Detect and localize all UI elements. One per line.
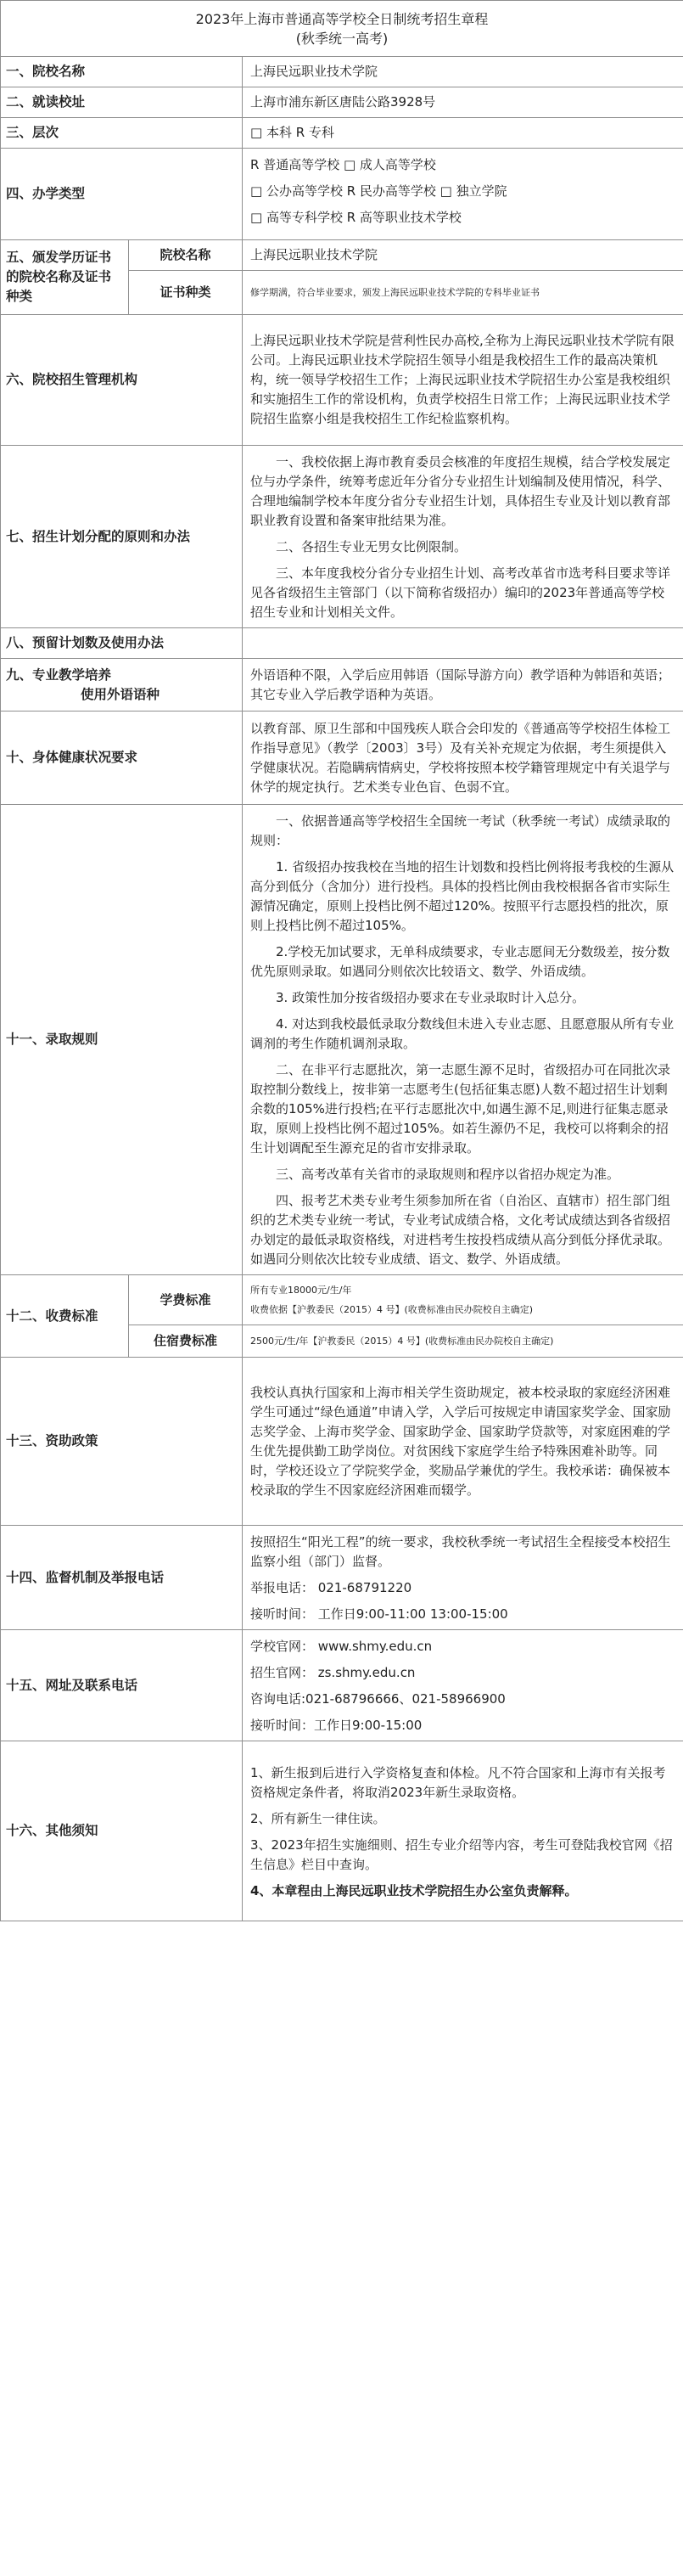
health-requirement-label: 十、身体健康状况要求 <box>1 711 243 805</box>
school-name-value: 上海民远职业技术学院 <box>243 57 683 87</box>
section-campus-address <box>1 87 683 118</box>
admission-rule-paragraph: 二、在非平行志愿批次，第一志愿生源不足时，省级招办可在同批次录取控制分数线上，按非第一志愿考生(包括征集志愿)人数不超过招生计划剩余数的105%进行投档;在平行志愿批次中,如遇生源不足,则进行征集志愿录取，原则上投档比例不超过105%。如若生源仍不足，我校可以将剩余的招生计划调配至生源充足的省市安排录取。 <box>250 1062 671 1156</box>
certificate-type-label: 证书种类 <box>129 271 243 315</box>
section-school-type <box>1 149 683 240</box>
health-requirement-text: 以教育部、原卫生部和中国残疾人联合会印发的《普通高等学校招生体检工作指导意见》（教学〔2003〕3号）及有关补充规定为依据，考生须提供入学健康状况。若隐瞒病情病史，学校将按照本校学籍管理规定中有关退学与休学的规定执行。艺术类专业色盲、色弱不宜。 <box>243 711 683 805</box>
consult-hours: 接听时间：工作日9:00-15:00 <box>250 1718 423 1733</box>
other-note: 1、新生报到后进行入学资格复查和体检。凡不符合国家和上海市有关报考资格规定条件者，将取消2023年新生录取资格。 <box>250 1764 666 1800</box>
tuition-basis: 收费依据【沪教委民（2015）4 号】(收费标准由民办院校自主确定) <box>250 1304 534 1315</box>
financial-aid-text: 我校认真执行国家和上海市相关学生资助规定，被本校录取的家庭经济困难学生可通过“绿色通道”申请入学，入学后可按规定申请国家奖学金、国家励志奖学金、上海市奖学金、国家助学金、国家助学贷款等，对家庭困难的学生优先提供勤工助学岗位。对贫困线下家庭学生给予特殊困难补助等。同时，学校还设立了学院奖学金，奖励品学兼优的学生。我校承诺：确保被本校录取的学生不因家庭经济困难而辍学。 <box>243 1358 683 1526</box>
admission-rules-content <box>243 805 683 1275</box>
section-admission-office <box>1 315 683 446</box>
certificate-type-value: 修学期满，符合毕业要求，颁发上海民远职业技术学院的专科毕业证书 <box>243 271 683 315</box>
report-hours: 接听时间： 工作日9:00-11:00 13:00-15:00 <box>250 1606 508 1622</box>
school-type-line: R 普通高等学校 □ 成人高等学校 <box>250 157 436 172</box>
contact-label: 十五、网址及联系电话 <box>1 1630 243 1741</box>
tuition-label: 学费标准 <box>129 1275 243 1325</box>
plan-allocation-paragraph: 三、本年度我校分省分专业招生计划、高考改革省市选考科目要求等详见各省级招生主管部门（以下简称省级招办）编印的2023年普通高等学校招生专业和计划相关文件。 <box>250 565 671 620</box>
section-teaching-language <box>1 659 683 711</box>
admission-rule-paragraph: 3. 政策性加分按省级招办要求在专业录取时计入总分。 <box>276 990 585 1005</box>
section-reserved-plan <box>1 628 683 659</box>
title-row <box>1 1 683 57</box>
campus-address-label: 二、就读校址 <box>1 87 243 118</box>
level-value: □ 本科 R 专科 <box>243 118 683 149</box>
admission-rule-paragraph: 2.学校无加试要求，无单科成绩要求，专业志愿间无分数级差，按分数优先原则录取。如遇同分则依次比较语文、数学、外语成绩。 <box>250 944 670 979</box>
section-certificate-name <box>1 240 683 271</box>
school-type-line: □ 高等专科学校 R 高等职业技术学校 <box>250 210 462 225</box>
admission-rules-label: 十一、录取规则 <box>1 805 243 1275</box>
plan-allocation-paragraph: 二、各招生专业无男女比例限制。 <box>276 539 467 554</box>
admission-rule-paragraph: 4. 对达到我校最低录取分数线但未进入专业志愿、且愿意服从所有专业调剂的考生作随机调剂录取。 <box>250 1016 675 1051</box>
section-fee-tuition <box>1 1275 683 1325</box>
certificate-school-name-label: 院校名称 <box>129 240 243 271</box>
lodging-value: 2500元/生/年【沪教委民（2015）4 号】(收费标准由民办院校自主确定) <box>243 1325 683 1358</box>
fee-standard-label: 十二、收费标准 <box>1 1275 129 1358</box>
section-level <box>1 118 683 149</box>
other-note: 2、所有新生一律住读。 <box>250 1810 386 1826</box>
consult-phone: 咨询电话:021-68796666、021-58966900 <box>250 1691 506 1707</box>
section-contact <box>1 1630 683 1741</box>
document-subtitle: (秋季统一高考) <box>295 30 389 47</box>
admission-rule-paragraph: 一、依据普通高等学校招生全国统一考试（秋季统一考试）成绩录取的规则： <box>250 813 671 848</box>
plan-allocation-content <box>243 446 683 628</box>
school-type-label: 四、办学类型 <box>1 149 243 240</box>
admission-website: 招生官网： zs.shmy.edu.cn <box>250 1665 416 1680</box>
campus-address-value: 上海市浦东新区唐陆公路3928号 <box>243 87 683 118</box>
section-financial-aid <box>1 1358 683 1526</box>
section-supervision <box>1 1526 683 1630</box>
section-school-name <box>1 57 683 87</box>
school-type-line: □ 公办高等学校 R 民办高等学校 □ 独立学院 <box>250 183 507 199</box>
report-phone: 举报电话： 021-68791220 <box>250 1580 412 1595</box>
certificate-school-name-value: 上海民远职业技术学院 <box>243 240 683 271</box>
school-website: 学校官网： www.shmy.edu.cn <box>250 1639 433 1654</box>
section-health-requirement <box>1 711 683 805</box>
admission-rule-paragraph: 1. 省级招办按我校在当地的招生计划数和投档比例将报考我校的生源从高分到低分（含加分）进行投档。具体的投档比例由我校根据各省市实际生源情况确定，原则上投档比例不超过120%。按照平行志愿投档的批次，原则上投档比例不超过105%。 <box>250 859 675 933</box>
tuition-amount: 所有专业18000元/生/年 <box>250 1285 352 1296</box>
title-cell <box>1 1 683 57</box>
admission-office-label: 六、院校招生管理机构 <box>1 315 243 446</box>
admission-rule-paragraph: 四、报考艺术类专业考生须参加所在省（自治区、直辖市）招生部门组织的艺术类专业统一考试，专业考试成绩合格，文化考试成绩达到各省级招办划定的最低录取资格线，对进档考生按投档成绩从高分到低分择优录取。如遇同分则依次比较专业成绩、语文、数学、外语成绩。 <box>250 1193 671 1267</box>
supervision-content <box>243 1526 683 1630</box>
certificate-section-label: 五、颁发学历证书的院校名称及证书种类 <box>1 240 129 315</box>
school-type-values <box>243 149 683 240</box>
plan-allocation-label: 七、招生计划分配的原则和办法 <box>1 446 243 628</box>
supervision-label: 十四、监督机制及举报电话 <box>1 1526 243 1630</box>
admission-office-text: 上海民远职业技术学院是营利性民办高校,全称为上海民远职业技术学院有限公司。上海民远职业技术学院招生领导小组是我校招生工作的最高决策机构，统一领导学校招生工作；上海民远职业技术学院招生办公室是我校组织和实施招生工作的常设机构，负责学校招生日常工作；上海民远职业技术学院招生监察小组是我校招生工作纪检监察机构。 <box>243 315 683 446</box>
teaching-language-label-line1: 九、专业教学培养 <box>6 666 112 683</box>
teaching-language-text: 外语语种不限，入学后应用韩语（国际导游方向）教学语种为韩语和英语；其它专业入学后教学语种为英语。 <box>243 659 683 711</box>
reserved-plan-label: 八、预留计划数及使用办法 <box>1 628 243 659</box>
reserved-plan-value <box>243 628 683 659</box>
admission-rule-paragraph: 三、高考改革有关省市的录取规则和程序以省招办规定为准。 <box>276 1167 620 1182</box>
contact-content <box>243 1630 683 1741</box>
other-notes-label: 十六、其他须知 <box>1 1741 243 1921</box>
section-plan-allocation <box>1 446 683 628</box>
supervision-paragraph: 按照招生“阳光工程”的统一要求，我校秋季统一考试招生全程接受本校招生监察小组（部门）监督。 <box>250 1534 671 1569</box>
level-label: 三、层次 <box>1 118 243 149</box>
lodging-label: 住宿费标准 <box>129 1325 243 1358</box>
teaching-language-label <box>1 659 243 711</box>
school-name-label: 一、院校名称 <box>1 57 243 87</box>
other-note: 4、本章程由上海民远职业技术学院招生办公室负责解释。 <box>250 1882 578 1898</box>
section-admission-rules <box>1 805 683 1275</box>
teaching-language-label-line2: 使用外语语种 <box>80 686 160 702</box>
tuition-value <box>243 1275 683 1325</box>
financial-aid-label: 十三、资助政策 <box>1 1358 243 1526</box>
plan-allocation-paragraph: 一、我校依据上海市教育委员会核准的年度招生规模，结合学校发展定位与办学条件，统筹考虑近年分省分专业招生计划编制及使用情况，科学、合理地编制学校本年度分省分专业招生计划，具体招生专业及计划以教育部职业教育设置和备案审批结果为准。 <box>250 454 671 528</box>
other-notes-content <box>243 1741 683 1921</box>
section-other-notes <box>1 1741 683 1921</box>
document-title: 2023年上海市普通高等学校全日制统考招生章程 <box>195 10 489 27</box>
other-note: 3、2023年招生实施细则、招生专业介绍等内容，考生可登陆我校官网《招生信息》栏目中查询。 <box>250 1836 673 1872</box>
